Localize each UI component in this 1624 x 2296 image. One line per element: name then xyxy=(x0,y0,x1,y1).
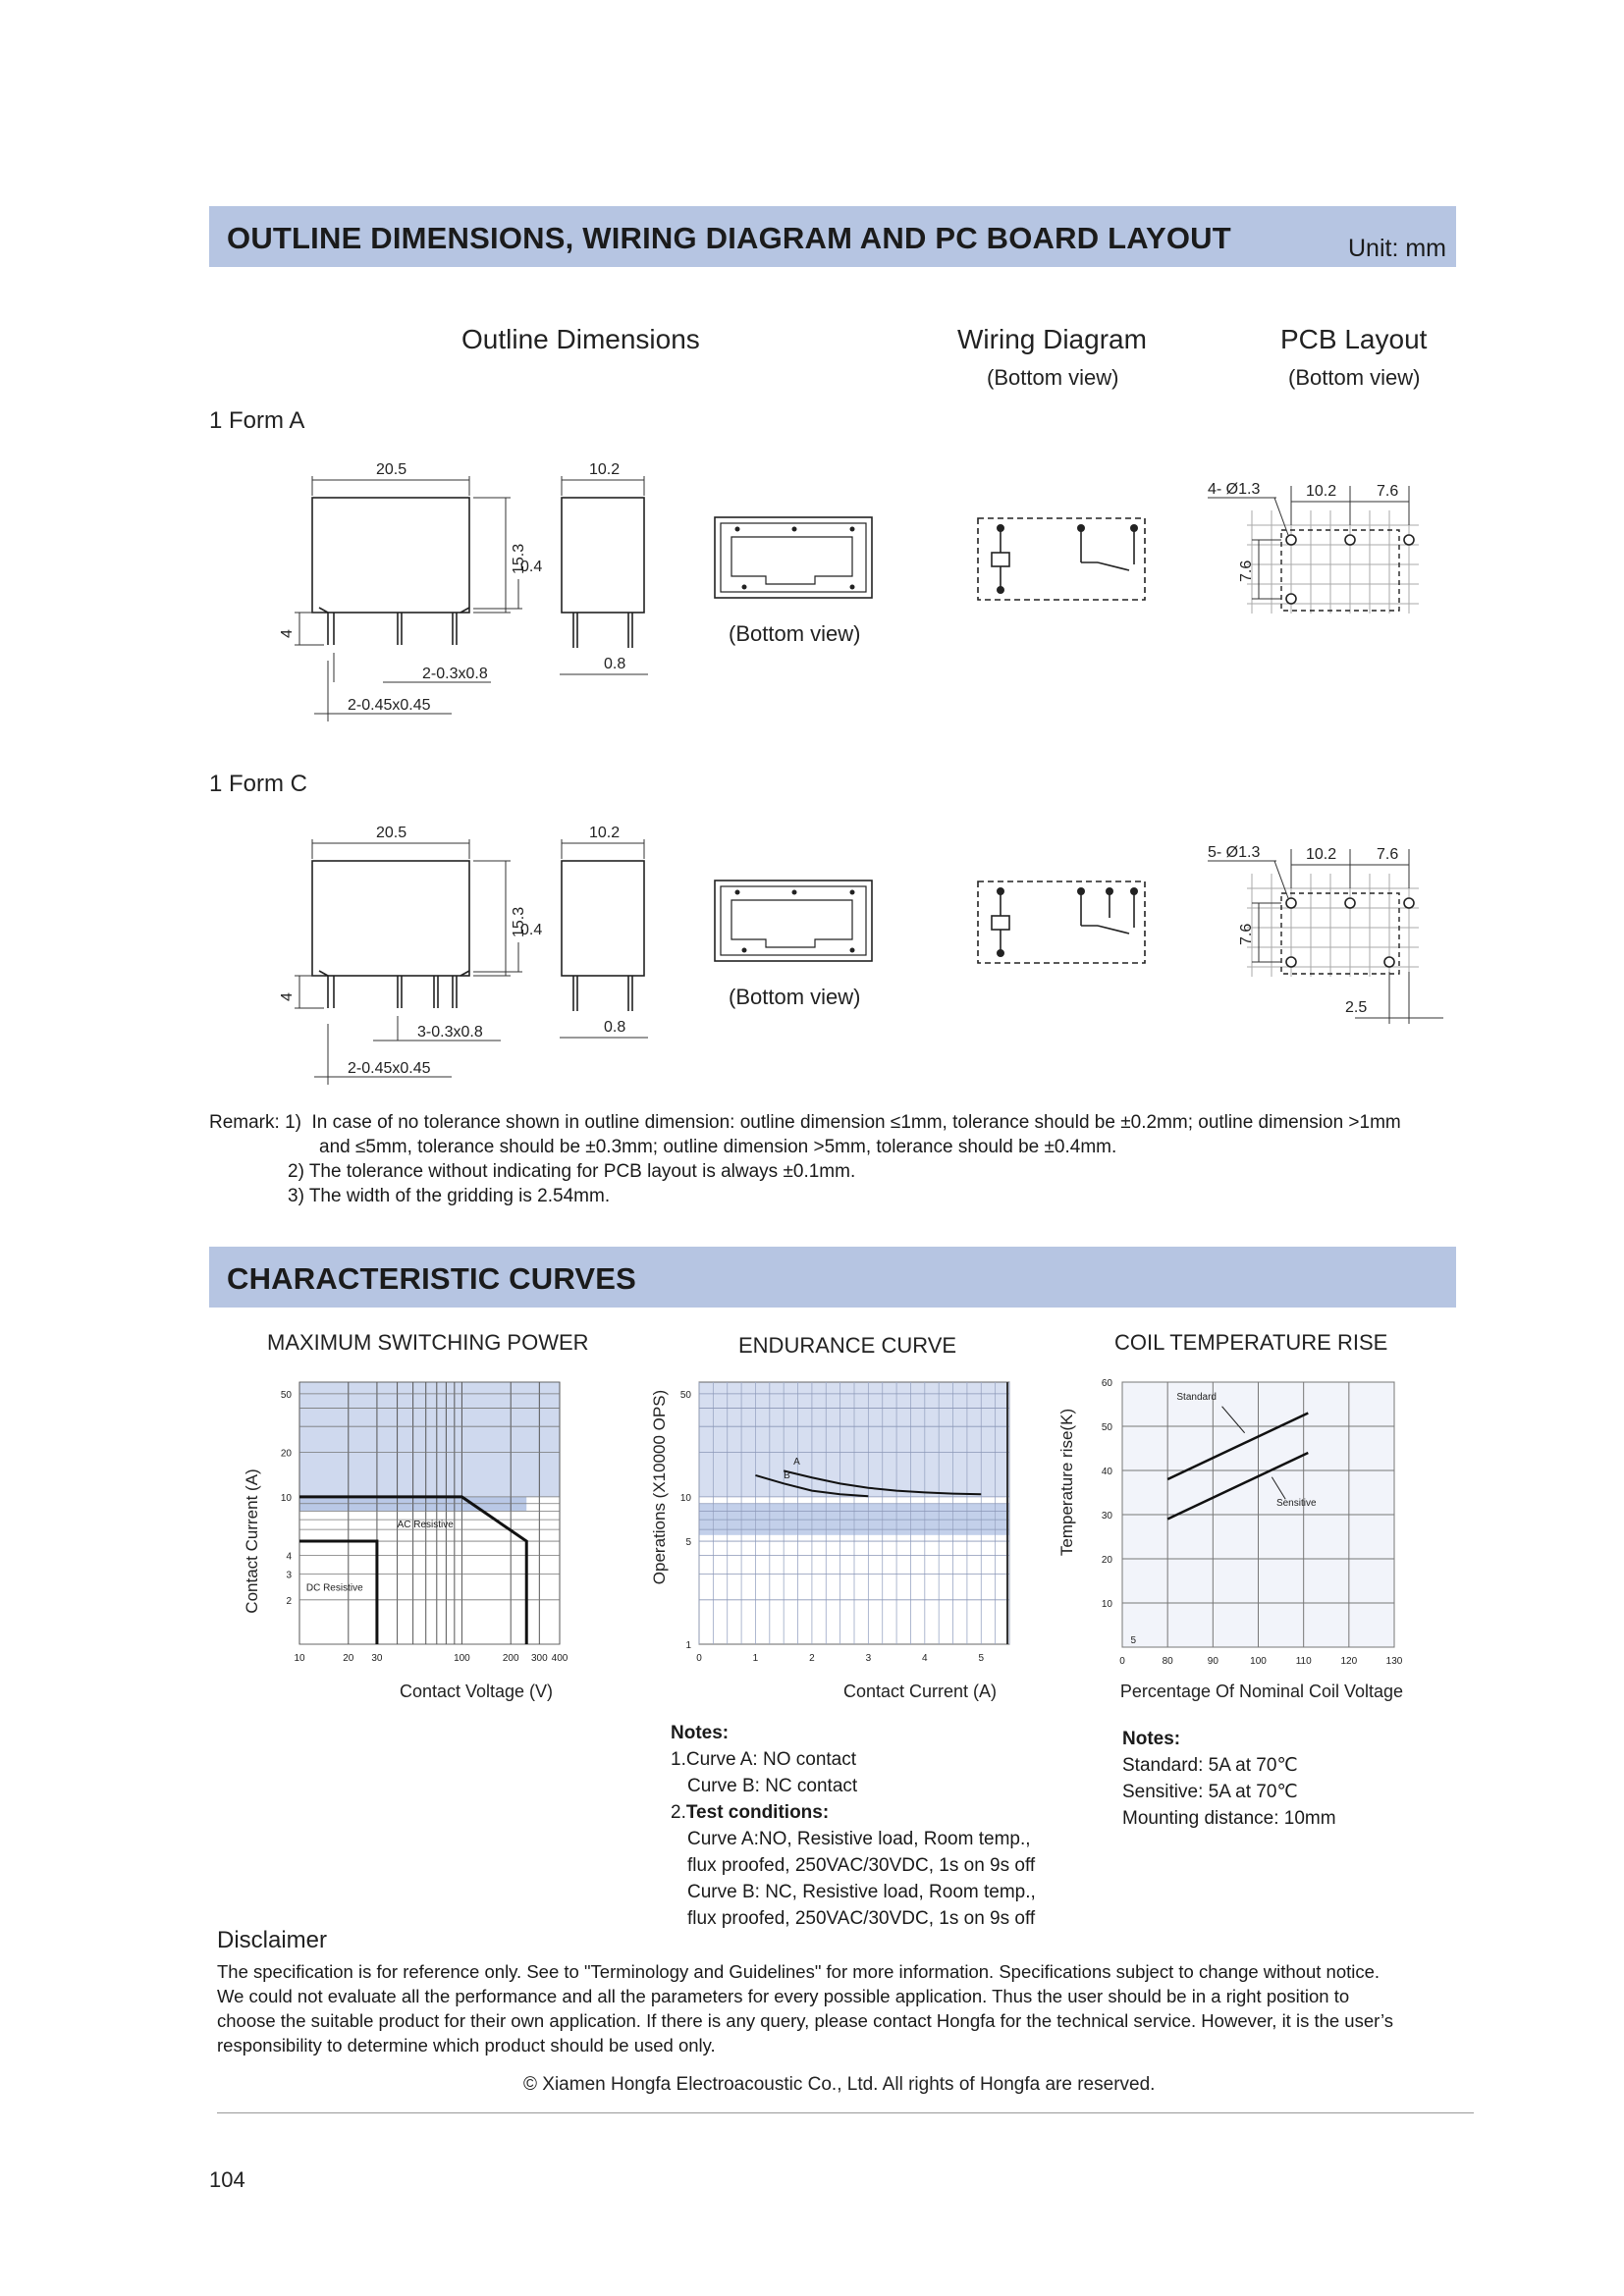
dim-depth-label: 10.2 xyxy=(589,825,621,841)
pcb-dv-label: 7.6 xyxy=(1238,560,1255,582)
pcb-d2-label: 7.6 xyxy=(1377,846,1399,863)
dim-pin-length-label: 4 xyxy=(279,629,296,638)
remark-1-line2: and ≤5mm, tolerance should be ±0.3mm; outline dimension >5mm, tolerance should be ±0.4mm. xyxy=(319,1137,1117,1157)
pcb-holes-label: 4- Ø1.3 xyxy=(1208,481,1261,498)
note-line: flux proofed, 250VAC/30VDC, 1s on 9s off xyxy=(687,1855,1036,1876)
pcb-d1-label: 10.2 xyxy=(1306,483,1337,500)
dim-pins-small-label: 2-0.3x0.8 xyxy=(422,666,488,682)
notes-heading: Notes: xyxy=(1122,1729,1181,1749)
x-axis-label: Contact Voltage (V) xyxy=(399,1682,554,1701)
dim-depth-label: 10.2 xyxy=(589,461,621,478)
dim-width-label: 20.5 xyxy=(376,825,407,841)
relay-front-view xyxy=(312,498,469,613)
copyright: © Xiamen Hongfa Electroacoustic Co., Ltd. All rights of Hongfa are reserved. xyxy=(523,2074,1156,2095)
x-tick-label: 100 xyxy=(1250,1656,1267,1667)
y-tick-label: 40 xyxy=(1101,1467,1112,1477)
remark-2: 2) The tolerance without indicating for PCB layout is always ±0.1mm. xyxy=(288,1161,856,1182)
y-axis-label: Contact Current (A) xyxy=(243,1468,261,1614)
y-tick-label: 3 xyxy=(286,1570,292,1581)
footer-divider xyxy=(217,2112,1474,2113)
x-tick-label: 80 xyxy=(1162,1656,1173,1667)
x-tick-label: 400 xyxy=(551,1653,568,1664)
note-line: Curve A:NO, Resistive load, Room temp., xyxy=(687,1829,1031,1849)
notes-coil xyxy=(1122,1726,1336,1832)
x-axis-label: Percentage Of Nominal Coil Voltage xyxy=(1119,1682,1404,1701)
unit-label: Unit: mm xyxy=(1348,235,1446,262)
chart-title-coil-temp: COIL TEMPERATURE RISE xyxy=(1114,1330,1388,1355)
disclaimer-line: The specification is for reference only. See to "Terminology and Guidelines" for more information. Specifications subject to change without notice. xyxy=(217,1961,1380,1982)
series-label-dc: DC Resistive xyxy=(305,1582,363,1594)
section-banner-curves xyxy=(209,1247,1456,1308)
remark-1-prefix: Remark: 1) xyxy=(209,1112,301,1133)
y-tick-label: 30 xyxy=(1101,1511,1112,1522)
x-tick-label: 110 xyxy=(1295,1656,1312,1667)
remark-3: 3) The width of the gridding is 2.54mm. xyxy=(288,1186,611,1206)
outline-dimensions-heading: Outline Dimensions xyxy=(461,324,700,354)
x-tick-label: 2 xyxy=(809,1653,815,1664)
bottom-view-label: (Bottom view) xyxy=(729,621,861,646)
y-tick-label: 20 xyxy=(1101,1555,1112,1566)
dim-pin-width-label: 0.8 xyxy=(604,1019,626,1036)
pcb-layout-heading: PCB Layout xyxy=(1280,324,1428,354)
note-test-conditions: Test conditions: xyxy=(685,1802,830,1823)
note-line: Curve B: NC, Resistive load, Room temp., xyxy=(687,1882,1036,1902)
series-label-a: A xyxy=(793,1457,800,1468)
x-tick-label: 10 xyxy=(294,1653,305,1664)
x-tick-label: 20 xyxy=(343,1653,354,1664)
y-axis-label: Operations (X10000 OPS) xyxy=(650,1389,669,1585)
x-tick-label: 30 xyxy=(371,1653,383,1664)
disclaimer-text xyxy=(217,1959,1474,2057)
remark-block xyxy=(209,1110,1401,1208)
x-tick-label: 200 xyxy=(502,1653,519,1664)
chart-coil-temperature-rise xyxy=(1051,1364,1463,1718)
y-tick-label: 2 xyxy=(286,1595,292,1607)
section-title: CHARACTERISTIC CURVES xyxy=(227,1261,636,1296)
notes-heading: Notes: xyxy=(671,1723,730,1743)
note-line: Sensitive: 5A at 70℃ xyxy=(1122,1782,1298,1802)
y-tick-label: 60 xyxy=(1101,1378,1112,1389)
x-tick-label: 300 xyxy=(530,1653,548,1664)
y-tick-label: 50 xyxy=(280,1389,292,1401)
dim-pin-offset-label: 0.4 xyxy=(520,559,543,575)
y-axis-label: Temperature rise(K) xyxy=(1057,1408,1076,1557)
series-label-standard: Standard xyxy=(1176,1392,1217,1403)
section-banner-outline xyxy=(209,206,1456,267)
disclaimer-heading: Disclaimer xyxy=(217,1927,328,1953)
series-label-sensitive: Sensitive xyxy=(1275,1498,1317,1509)
form-a-label: 1 Form A xyxy=(209,407,305,434)
dim-height-label: 15.3 xyxy=(511,906,527,937)
x-tick-label: 1 xyxy=(752,1653,759,1664)
wiring-diagram-subheading: (Bottom view) xyxy=(987,365,1119,390)
y-tick-label: 5 xyxy=(1130,1634,1136,1646)
dim-pins-large-label: 2-0.45x0.45 xyxy=(348,697,431,714)
x-tick-label: 120 xyxy=(1340,1656,1358,1667)
chart-endurance-curve xyxy=(643,1364,1016,1718)
dim-pin-width-label: 0.8 xyxy=(604,656,626,672)
pcb-d1-label: 10.2 xyxy=(1306,846,1337,863)
y-tick-label: 20 xyxy=(280,1448,292,1460)
form-c-drawings xyxy=(265,810,1492,1095)
y-tick-label: 10 xyxy=(679,1492,691,1504)
notes-endurance xyxy=(671,1720,1036,1932)
dim-width-label: 20.5 xyxy=(376,461,407,478)
dim-pins-large-label: 2-0.45x0.45 xyxy=(348,1060,431,1077)
pcb-holes-label: 5- Ø1.3 xyxy=(1208,844,1261,861)
y-tick-label: 10 xyxy=(280,1492,292,1504)
disclaimer-line: choose the suitable product for their own application. If there is any query, please contact Hongfa for the technical service. However, it is the user’s xyxy=(217,2010,1394,2031)
series-label-b: B xyxy=(784,1470,790,1482)
pcb-d3-label: 2.5 xyxy=(1345,999,1368,1016)
chart-title-endurance: ENDURANCE CURVE xyxy=(738,1333,957,1358)
y-tick-label: 4 xyxy=(286,1551,292,1563)
form-a-drawings xyxy=(265,447,1492,731)
dim-height-label: 15.3 xyxy=(511,543,527,574)
section-title: OUTLINE DIMENSIONS, WIRING DIAGRAM AND PC BOARD LAYOUT xyxy=(227,221,1231,255)
x-tick-label: 4 xyxy=(922,1653,928,1664)
y-tick-label: 1 xyxy=(685,1640,691,1651)
x-tick-label: 0 xyxy=(1119,1656,1125,1667)
pcb-dv-label: 7.6 xyxy=(1238,923,1255,945)
disclaimer-line: responsibility to determine which product should be used only. xyxy=(217,2035,716,2056)
wiring-diagram-heading: Wiring Diagram xyxy=(957,324,1147,354)
x-axis-label: Contact Current (A) xyxy=(842,1682,998,1701)
series-label-ac: AC Resistive xyxy=(397,1520,454,1531)
dim-pin-offset-label: 0.4 xyxy=(520,922,543,938)
x-tick-label: 130 xyxy=(1385,1656,1403,1667)
pcb-layout-subheading: (Bottom view) xyxy=(1288,365,1421,390)
y-tick-label: 10 xyxy=(1101,1599,1112,1610)
y-tick-label: 50 xyxy=(1101,1422,1112,1433)
x-tick-label: 5 xyxy=(978,1653,985,1664)
y-tick-label: 5 xyxy=(685,1537,691,1549)
dim-pins-small-label: 3-0.3x0.8 xyxy=(417,1024,483,1041)
plot-shade-band xyxy=(299,1382,560,1497)
chart-title-switching-power: MAXIMUM SWITCHING POWER xyxy=(267,1330,589,1355)
note-line: Mounting distance: 10mm xyxy=(1122,1808,1336,1829)
x-tick-label: 90 xyxy=(1207,1656,1218,1667)
note-line: Standard: 5A at 70℃ xyxy=(1122,1755,1298,1776)
dim-pin-length-label: 4 xyxy=(279,992,296,1001)
remark-1-line1: In case of no tolerance shown in outline dimension: outline dimension ≤1mm, tolerance should be ±0.2mm; outline dimension >1mm xyxy=(311,1112,1401,1133)
y-tick-label: 50 xyxy=(679,1389,691,1401)
page-number: 104 xyxy=(209,2167,245,2192)
x-tick-label: 3 xyxy=(865,1653,872,1664)
x-tick-label: 0 xyxy=(696,1653,702,1664)
note-line: Curve B: NC contact xyxy=(687,1776,858,1796)
note-line: 1.Curve A: NO contact xyxy=(671,1749,857,1770)
note-prefix: 2. xyxy=(671,1802,686,1823)
pcb-grid-form-a xyxy=(1247,510,1419,614)
pcb-d2-label: 7.6 xyxy=(1377,483,1399,500)
chart-max-switching-power xyxy=(236,1364,589,1718)
note-line: flux proofed, 250VAC/30VDC, 1s on 9s off xyxy=(687,1908,1036,1929)
relay-front-view xyxy=(312,861,469,976)
x-tick-label: 100 xyxy=(454,1653,470,1664)
bottom-view-label: (Bottom view) xyxy=(729,985,861,1009)
form-c-label: 1 Form C xyxy=(209,771,308,797)
disclaimer-line: We could not evaluate all the performance and all the parameters for every possible application. Thus the user should be in a right position to xyxy=(217,1986,1350,2006)
